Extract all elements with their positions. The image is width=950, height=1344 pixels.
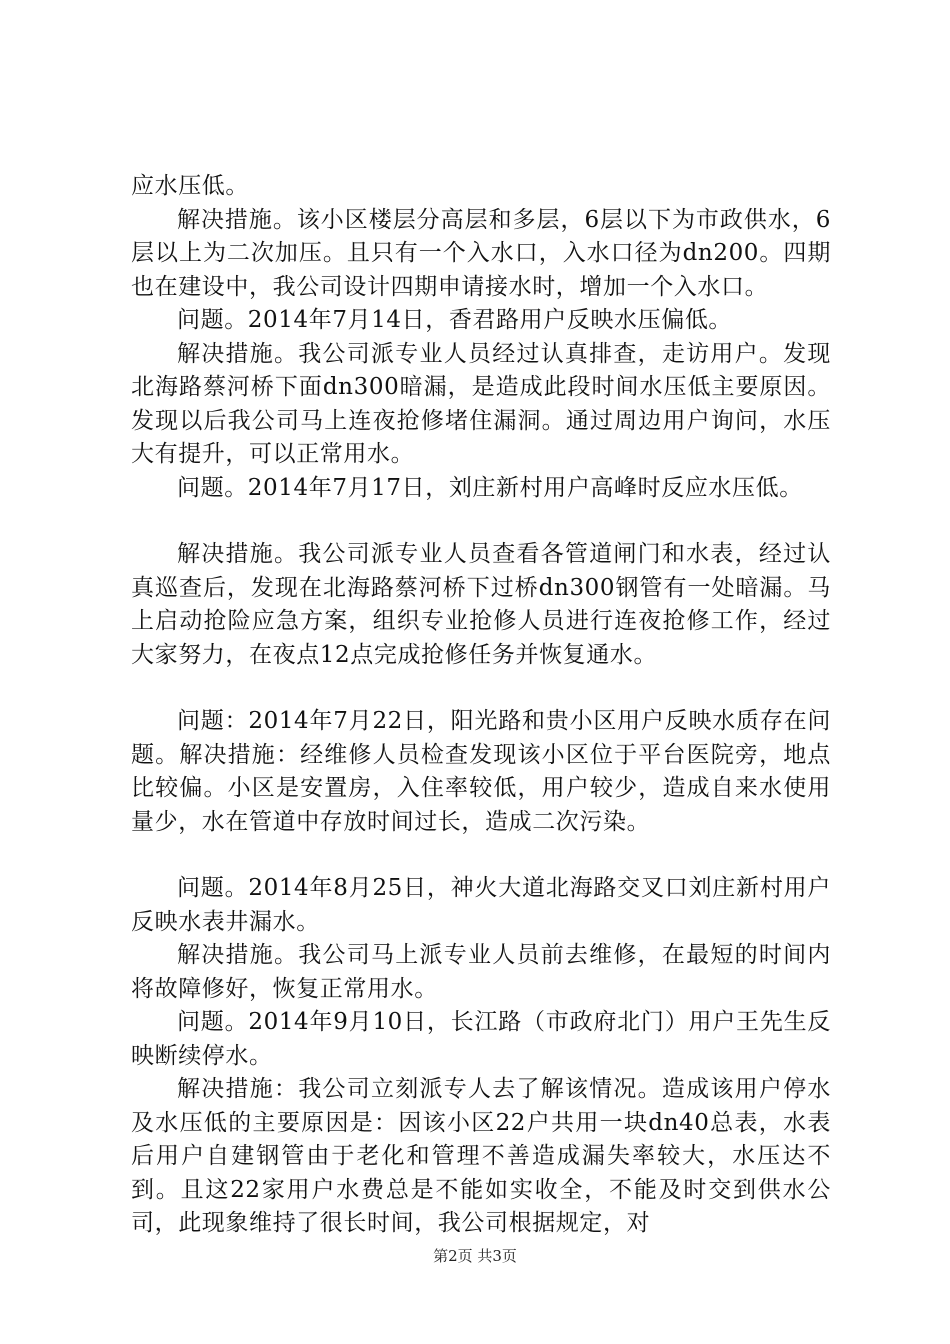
paragraph-solution-3: 解决措施。我公司派专业人员查看各管道闸门和水表，经过认真巡查后，发现在北海路蔡河桥下过桥dn300钢管有一处暗漏。马上启动抢险应急方案，组织专业抢修人员进行连夜抢修工作，经过大家努力，在夜点12点完成抢修任务并恢复通水。 <box>131 541 831 668</box>
paragraph-continuation: 应水压低。 <box>131 173 249 199</box>
paragraph-solution-6: 解决措施：我公司立刻派专人去了解该情况。造成该用户停水及水压低的主要原因是：因该小区22户共用一块dn40总表，水表后用户自建钢管由于老化和管理不善造成漏失率较大，水压达不到。且这22家用户水费总是不能如实收全，不能及时交到供水公司，此现象维持了很长时间，我公司根据规定，对 <box>131 1076 831 1236</box>
page-number-footer: 第2页 共3页 <box>433 1247 517 1265</box>
paragraph-solution-1: 解决措施。该小区楼层分高层和多层，6层以下为市政供水，6层以上为二次加压。且只有一个入水口，入水口径为dn200。四期也在建设中，我公司设计四期申请接水时，增加一个入水口。 <box>131 206 831 300</box>
paragraph-problem-6: 问题。2014年9月10日，长江路（市政府北门）用户王先生反映断续停水。 <box>131 1009 831 1069</box>
paragraph-solution-2: 解决措施。我公司派专业人员经过认真排查，走访用户。发现北海路蔡河桥下面dn300暗漏，是造成此段时间水压低主要原因。发现以后我公司马上连夜抢修堵住漏洞。通过周边用户询问，水压大有提升，可以正常用水。 <box>131 340 831 467</box>
paragraph-problem-2: 问题。2014年7月14日，香君路用户反映水压偏低。 <box>177 307 733 333</box>
paragraph-problem-solution-4: 问题：2014年7月22日，阳光路和贵小区用户反映水质存在问题。解决措施：经维修人员检查发现该小区位于平台医院旁，地点比较偏。小区是安置房，入住率较低，用户较少，造成自来水使用量少，水在管道中存放时间过长，造成二次污染。 <box>131 708 831 835</box>
document-body <box>131 170 831 1241</box>
paragraph-problem-5: 问题。2014年8月25日，神火大道北海路交叉口刘庄新村用户反映水表井漏水。 <box>131 875 831 935</box>
paragraph-solution-5: 解决措施。我公司马上派专业人员前去维修，在最短的时间内将故障修好，恢复正常用水。 <box>131 942 831 1002</box>
paragraph-problem-3: 问题。2014年7月17日，刘庄新村用户高峰时反应水压低。 <box>177 474 803 501</box>
